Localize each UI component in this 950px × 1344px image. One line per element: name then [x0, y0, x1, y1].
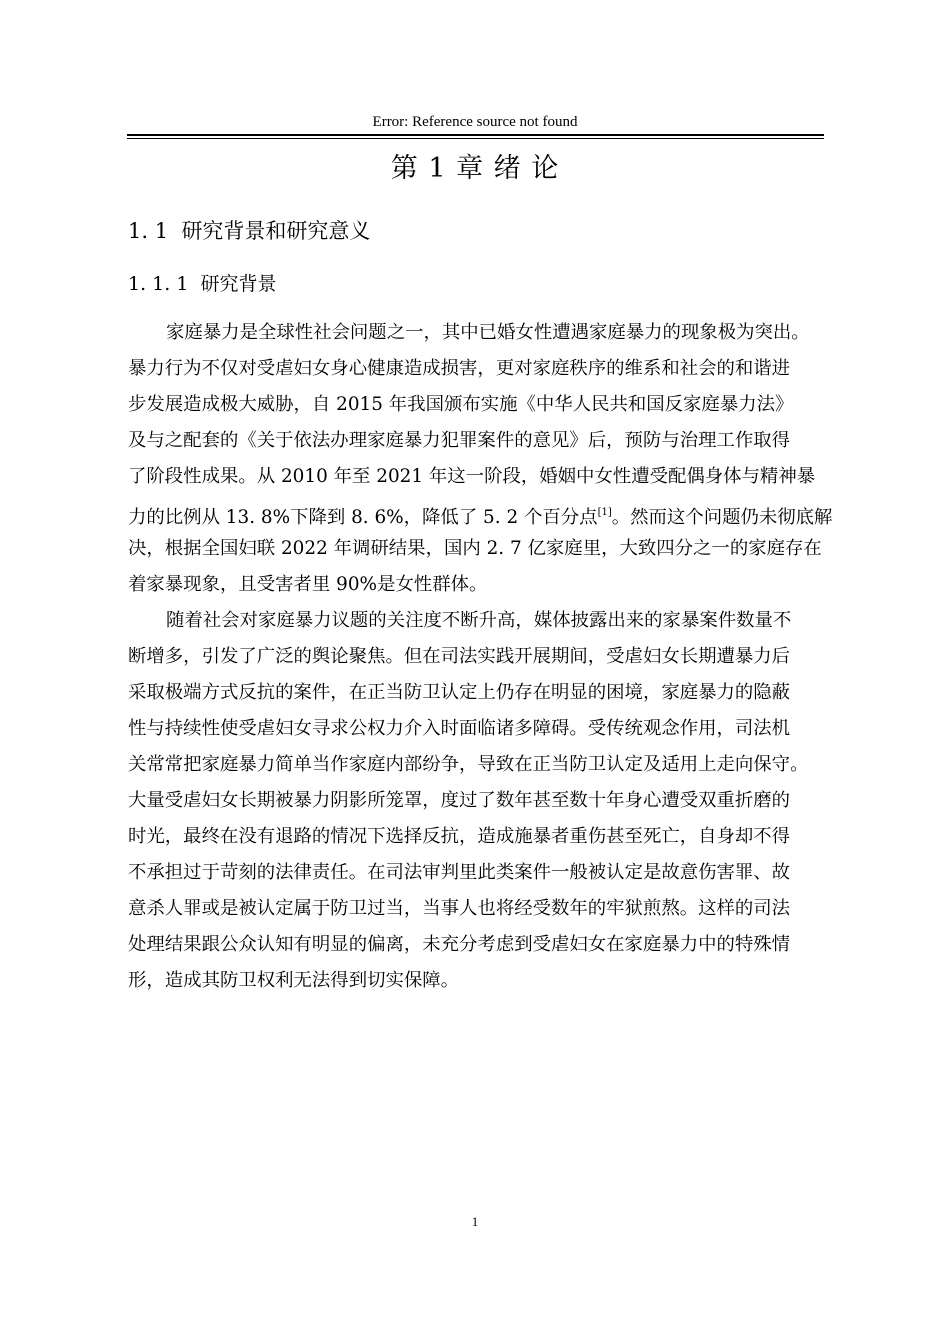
text-line: 家庭暴力是全球性社会问题之一，其中已婚女性遭遇家庭暴力的现象极为突出。: [166, 322, 810, 343]
text-line: 采取极端方式反抗的案件，在正当防卫认定上仍存在明显的困境，家庭暴力的隐蔽: [128, 682, 791, 703]
text-line: 处理结果跟公众认知有明显的偏离，未充分考虑到受虐妇女在家庭暴力中的特殊情: [128, 934, 791, 955]
running-header: Error: Reference source not found: [372, 114, 578, 130]
text-line: 大量受虐妇女长期被暴力阴影所笼罩，度过了数年甚至数十年身心遭受双重折磨的: [128, 790, 791, 811]
chapter-title: 第 1 章 绪 论: [390, 153, 560, 184]
subsection-heading: [128, 269, 277, 296]
subsection-title: 研究背景: [200, 273, 277, 295]
text-line: 决，根据全国妇联 2022 年调研结果，国内 2. 7 亿家庭里，大致四分之一的家庭存在: [128, 538, 822, 559]
text-line: 了阶段性成果。从 2010 年至 2021 年这一阶段，婚姻中女性遭受配偶身体与精神暴: [128, 466, 816, 487]
text-segment: 。然而这个问题仍未彻底解: [611, 507, 833, 528]
text-line: 随着社会对家庭暴力议题的关注度不断升高，媒体披露出来的家暴案件数量不: [166, 610, 792, 631]
text-line: 暴力行为不仅对受虐妇女身心健康造成损害，更对家庭秩序的维系和社会的和谐进: [128, 358, 791, 379]
text-line: 关常常把家庭暴力简单当作家庭内部纷争，导致在正当防卫认定及适用上走向保守。: [128, 754, 809, 775]
text-line: [128, 495, 833, 531]
text-line: 步发展造成极大威胁，自 2015 年我国颁布实施《中华人民共和国反家庭暴力法》: [128, 394, 794, 415]
section-number: 1. 1: [128, 219, 169, 243]
text-line: 及与之配套的《关于依法办理家庭暴力犯罪案件的意见》后，预防与治理工作取得: [128, 430, 791, 451]
page-number: 1: [471, 1214, 479, 1229]
text-line: 形，造成其防卫权利无法得到切实保障。: [128, 970, 460, 991]
subsection-number: 1. 1. 1: [128, 273, 189, 295]
text-line: 着家暴现象，且受害者里 90%是女性群体。: [128, 574, 488, 595]
text-line: 意杀人罪或是被认定属于防卫过当，当事人也将经受数年的牢狱煎熬。这样的司法: [128, 898, 791, 919]
section-heading: [128, 215, 370, 245]
text-line: 性与持续性使受虐妇女寻求公权力介入时面临诸多障碍。受传统观念作用，司法机: [128, 718, 791, 739]
paragraph-2: [128, 603, 828, 999]
text-line: 断增多，引发了广泛的舆论聚焦。但在司法实践开展期间，受虐妇女长期遭暴力后: [128, 646, 791, 667]
paragraph-1: [128, 315, 833, 603]
citation-link[interactable]: [1]: [597, 507, 612, 518]
header-rule-thin: [127, 138, 824, 139]
header-rule-thick: [127, 134, 824, 136]
text-line: 不承担过于苛刻的法律责任。在司法审判里此类案件一般被认定是故意伤害罪、故: [128, 862, 791, 883]
section-title: 研究背景和研究意义: [181, 219, 371, 243]
text-segment: 力的比例从 13. 8%下降到 8. 6%，降低了 5. 2 个百分点: [128, 507, 598, 528]
text-line: 时光，最终在没有退路的情况下选择反抗，造成施暴者重伤甚至死亡，自身却不得: [128, 826, 791, 847]
